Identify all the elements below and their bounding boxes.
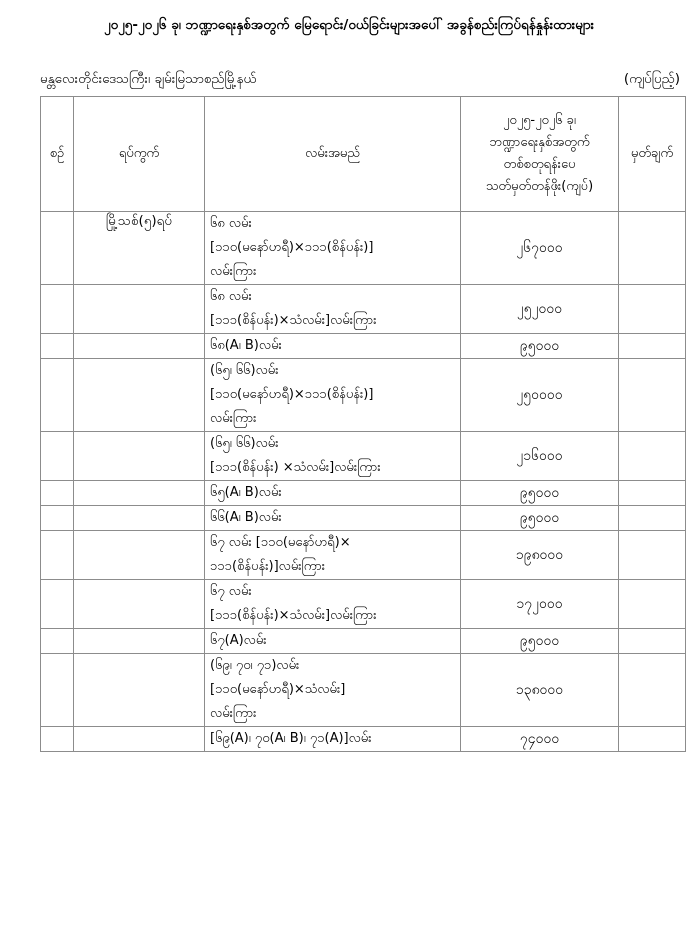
- row-price: ၉၅၀၀၀: [461, 629, 619, 654]
- road-line: [၁၁၀(မနော်ဟရီ)×၁၁၁(စိန်ပန်း)]: [210, 240, 374, 255]
- header-no: စဉ်: [41, 97, 74, 212]
- road-line: [၁၁၁(စိန်ပန်း)×သံလမ်း]လမ်းကြား: [210, 313, 377, 328]
- road-line: လမ်းကြား: [210, 706, 257, 721]
- header-price-line: တစ်စတုရန်းပေ: [503, 157, 576, 172]
- road-line: လမ်းကြား: [210, 411, 257, 426]
- row-remark: [619, 481, 686, 506]
- row-road: [205, 432, 461, 481]
- road-line: ၆၇ လမ်း: [210, 584, 252, 599]
- table-row: [41, 654, 686, 727]
- row-price: ၁၇၂၀၀၀: [461, 580, 619, 629]
- row-no: [41, 580, 74, 629]
- row-no: [41, 654, 74, 727]
- row-road: [205, 359, 461, 432]
- row-road: [205, 654, 461, 727]
- row-remark: [619, 506, 686, 531]
- road-line: ၆၆(A၊ B)လမ်း: [210, 510, 282, 525]
- row-no: [41, 531, 74, 580]
- road-line: (၆၅၊ ၆၆)လမ်း: [210, 363, 279, 378]
- row-no: [41, 432, 74, 481]
- row-ward: [74, 580, 205, 629]
- row-price: ၂၅၀၀၀၀: [461, 359, 619, 432]
- row-no: [41, 285, 74, 334]
- row-price: ၉၅၀၀၀: [461, 481, 619, 506]
- row-road: [205, 531, 461, 580]
- row-remark: [619, 212, 686, 285]
- row-ward: [74, 285, 205, 334]
- row-ward: [74, 334, 205, 359]
- header-price-line: ၂၀၂၅-၂၀၂၆ ခု၊: [503, 113, 576, 128]
- row-no: [41, 212, 74, 285]
- road-line: (၆၅၊ ၆၆)လမ်း: [210, 436, 279, 451]
- row-price: ၉၅၀၀၀: [461, 334, 619, 359]
- table-row: [41, 481, 686, 506]
- row-price: ၉၅၀၀၀: [461, 506, 619, 531]
- row-ward: [74, 432, 205, 481]
- row-price: ၂၆၇၀၀၀: [461, 212, 619, 285]
- row-price: ၁၃၈၀၀၀: [461, 654, 619, 727]
- row-remark: [619, 432, 686, 481]
- table-row: [41, 727, 686, 752]
- road-line: [၁၁၀(မနော်ဟရီ)×၁၁၁(စိန်ပန်း)]: [210, 387, 374, 402]
- road-line: ၆၈(A၊ B)လမ်း: [210, 338, 282, 353]
- row-road: [205, 212, 461, 285]
- row-remark: [619, 727, 686, 752]
- row-road: [205, 727, 461, 752]
- table-header-row: [41, 97, 686, 212]
- road-line: ၁၁၁(စိန်ပန်း)]လမ်းကြား: [210, 559, 326, 574]
- row-remark: [619, 334, 686, 359]
- road-line: (၆၉၊ ၇၀၊ ၇၁)လမ်း: [210, 658, 300, 673]
- road-line: [၆၉(A)၊ ၇၀(A၊ B)၊ ၇၁(A)]လမ်း: [210, 731, 372, 746]
- row-ward: [74, 727, 205, 752]
- table-row: [41, 285, 686, 334]
- header-price-line: သတ်မှတ်တန်ဖိုး(ကျပ်): [485, 179, 594, 194]
- row-ward: [74, 481, 205, 506]
- row-price: ၁၉၈၀၀၀: [461, 531, 619, 580]
- row-ward: [74, 629, 205, 654]
- row-price: ၇၄၀၀၀: [461, 727, 619, 752]
- road-line: ၆၅(A၊ B)လမ်း: [210, 485, 282, 500]
- row-ward: [74, 531, 205, 580]
- row-price: ၂၁၆၀၀၀: [461, 432, 619, 481]
- row-remark: [619, 359, 686, 432]
- row-ward: မြို့သစ်(၅)ရပ်: [74, 212, 205, 285]
- row-price: ၂၅၂၀၀၀: [461, 285, 619, 334]
- location-label: မန္တလေးတိုင်းဒေသကြီး၊ ချမ်းမြသာစည်မြို့နယ်: [40, 71, 257, 87]
- row-ward: [74, 506, 205, 531]
- table-row: [41, 531, 686, 580]
- row-no: [41, 334, 74, 359]
- row-remark: [619, 531, 686, 580]
- row-road: [205, 334, 461, 359]
- road-line: လမ်းကြား: [210, 264, 257, 279]
- road-line: ၆၈ လမ်း: [210, 216, 252, 231]
- document-title: ၂၀၂၅-၂၀၂၆ ခု၊ ဘဏ္ဍာရေးနှစ်အတွက် မြေရောင်း/ဝယ်ခြင်းများအပေါ် အခွန်စည်းကြပ်ရန်နှုန်းထားများ: [103, 17, 595, 33]
- row-road: [205, 580, 461, 629]
- road-line: [၁၁၁(စိန်ပန်း) ×သံလမ်း]လမ်းကြား: [210, 460, 381, 475]
- road-line: [၁၁၁(စိန်ပန်း)×သံလမ်း]လမ်းကြား: [210, 608, 377, 623]
- row-road: [205, 481, 461, 506]
- road-line: ၆၇(A)လမ်း: [210, 633, 267, 648]
- road-line: [၁၁၀(မနော်ဟရီ)×သံလမ်း]: [210, 682, 346, 697]
- row-remark: [619, 654, 686, 727]
- table-row: [41, 334, 686, 359]
- table-row: [41, 212, 686, 285]
- header-price-line: ဘဏ္ဍာရေးနှစ်အတွက်: [489, 135, 590, 150]
- row-remark: [619, 285, 686, 334]
- table-row: [41, 359, 686, 432]
- row-ward: [74, 654, 205, 727]
- row-ward: [74, 359, 205, 432]
- table-row: [41, 629, 686, 654]
- row-remark: [619, 580, 686, 629]
- road-line: ၆၈ လမ်း: [210, 289, 252, 304]
- header-ward: ရပ်ကွက်: [74, 97, 205, 212]
- road-line: ၆၇ လမ်း [၁၁၀(မနော်ဟရီ)×: [210, 535, 351, 550]
- row-no: [41, 359, 74, 432]
- table-row: [41, 432, 686, 481]
- row-remark: [619, 629, 686, 654]
- row-no: [41, 727, 74, 752]
- row-no: [41, 506, 74, 531]
- header-price: [461, 97, 619, 212]
- unit-label: (ကျပ်ပြည့်): [623, 71, 680, 87]
- table-row: [41, 506, 686, 531]
- row-road: [205, 285, 461, 334]
- row-no: [41, 629, 74, 654]
- table-row: [41, 580, 686, 629]
- row-road: [205, 506, 461, 531]
- tax-rate-table: [40, 96, 686, 752]
- row-road: [205, 629, 461, 654]
- header-road: လမ်းအမည်: [205, 97, 461, 212]
- header-remark: မှတ်ချက်: [619, 97, 686, 212]
- row-no: [41, 481, 74, 506]
